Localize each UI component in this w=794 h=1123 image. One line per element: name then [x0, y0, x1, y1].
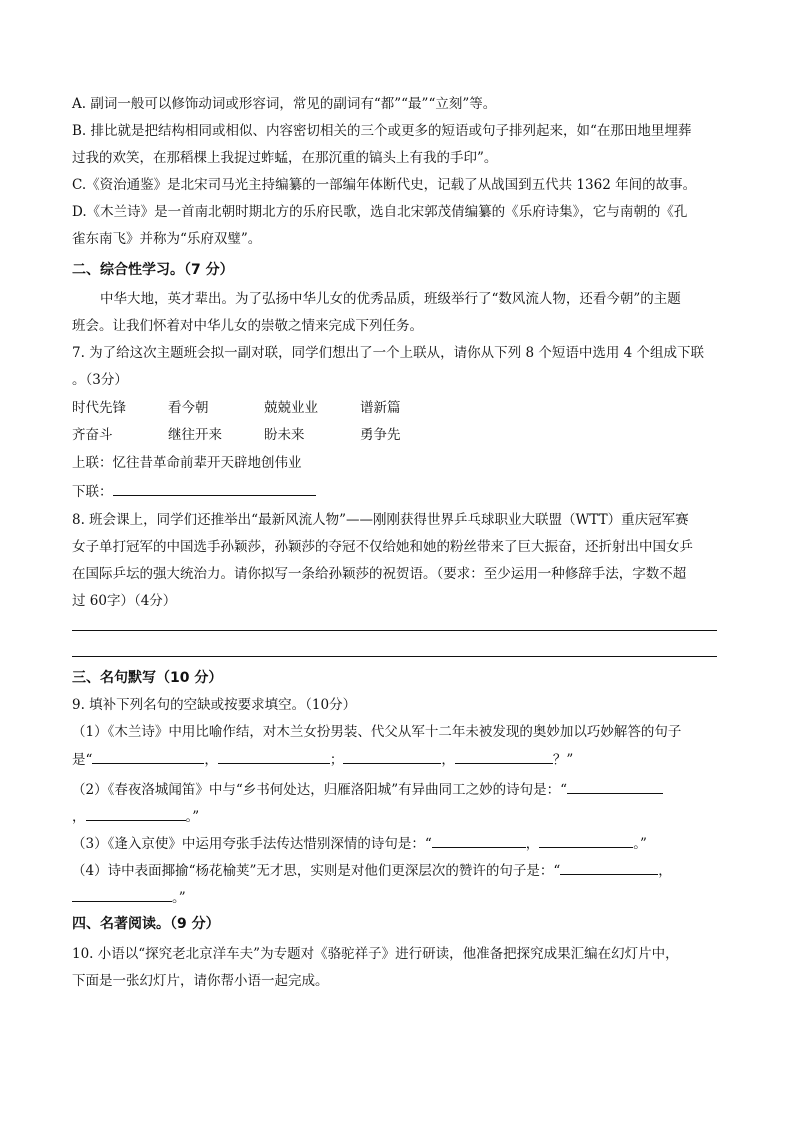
question-10-cont: 下面是一张幻灯片，请你帮小语一起完成。: [72, 973, 329, 989]
section-2-intro-cont: 班会。让我们怀着对中华儿女的崇敬之情来完成下列任务。: [72, 318, 423, 334]
option-a: A. 副词一般可以修饰动词或形容词，常见的副词有“都”“最”“立刻”等。: [72, 96, 497, 112]
fill-item-2: （2）《春夜洛城闻笛》中与“乡书何处达，归雁洛阳城”有异曲同工之妙的诗句是：“: [72, 779, 663, 800]
answer-blank[interactable]: [218, 749, 330, 764]
question-7: 7. 为了给这次主题班会拟一副对联，同学们想出了一个上联从，请你从下列 8 个短语中选用 4 个组成下联: [72, 345, 705, 361]
phrase-option: 时代先锋: [72, 400, 126, 416]
answer-blank[interactable]: [455, 749, 553, 764]
question-8-cont: 女子单打冠军的中国选手孙颖莎，孙颖莎的夺冠不仅给她和她的粉丝带来了巨大振奋，还折射出中国女乒: [72, 539, 693, 555]
phrase-option: 齐奋斗: [72, 427, 113, 443]
fill-item-4-cont: 。”: [72, 887, 186, 908]
option-c: C.《资治通鉴》是北宋司马光主持编纂的一部编年体断代史，记载了从战国到五代共 1362 年间的故事。: [72, 177, 697, 193]
option-d-cont: 雀东南飞》并称为“乐府双璧”。: [72, 231, 262, 247]
answer-blank[interactable]: [539, 833, 633, 848]
section-4-heading: 四、名著阅读。（9 分）: [72, 916, 220, 932]
question-8-cont: 在国际乒坛的强大统治力。请你拟写一条给孙颖莎的祝贺语。（要求：至少运用一种修辞手法，字数不超: [72, 566, 687, 582]
question-10: 10. 小语以“探究老北京洋车夫”为专题对《骆驼祥子》进行研读，他准备把探究成果汇编在幻灯片中，: [72, 946, 679, 962]
question-8-cont: 过 60字）（4分）: [72, 593, 177, 609]
couplet-lower: [72, 481, 316, 502]
phrase-option: 继往开来: [168, 427, 222, 443]
option-b-cont: 过我的欢笑，在那稻棵上我捉过蚱蜢，在那沉重的镐头上有我的手印”。: [72, 150, 498, 166]
section-2-intro: 中华大地，英才辈出。为了弘扬中华儿女的优秀品质，班级举行了“数风流人物，还看今朝”的主题: [100, 291, 681, 307]
section-3-heading: 三、名句默写（10 分）: [72, 670, 223, 686]
fill-item-2-cont: ， 。”: [72, 806, 199, 827]
couplet-upper: 上联：忆往昔革命前辈开天辟地创伟业: [72, 455, 302, 471]
question-8: 8. 班会课上，同学们还推举出“最新风流人物”——刚刚获得世界乒乓球职业大联盟（WTT）重庆冠军赛: [72, 512, 689, 528]
answer-blank[interactable]: [92, 749, 204, 764]
answer-blank[interactable]: [560, 860, 658, 875]
couplet-lower-label: 下联：: [72, 484, 113, 500]
phrase-option: 谱新篇: [360, 400, 401, 416]
fill-item-1: （1）《木兰诗》中用比喻作结，对木兰女扮男装、代父从军十二年未被发现的奥妙加以巧妙解答的句子: [72, 724, 682, 740]
answer-blank[interactable]: [72, 887, 172, 902]
question-9: 9. 填补下列名句的空缺或按要求填空。（10分）: [72, 697, 357, 713]
fill-item-3: （3）《逢入京使》中运用夸张手法传达惜别深情的诗句是：“ ， 。”: [72, 833, 647, 854]
answer-blank[interactable]: [432, 833, 526, 848]
option-d: D.《木兰诗》是一首南北朝时期北方的乐府民歌，选自北宋郭茂倩编纂的《乐府诗集》，它与南朝的《孔: [72, 204, 688, 220]
answer-line[interactable]: [72, 656, 717, 657]
phrase-option: 看今朝: [168, 400, 209, 416]
fill-item-4: （4）诗中表面揶揄“杨花榆荚”无才思，实则是对他们更深层次的赞许的句子是：“ ，: [72, 860, 672, 881]
option-b: B. 排比就是把结构相同或相似、内容密切相关的三个或更多的短语或句子排列起来，如“在那田地里埋葬: [72, 123, 692, 139]
phrase-option: 勇争先: [360, 427, 401, 443]
couplet-answer-blank[interactable]: [113, 481, 316, 496]
phrase-option: 盼未来: [264, 427, 305, 443]
phrase-option: 兢兢业业: [264, 400, 318, 416]
answer-blank[interactable]: [343, 749, 441, 764]
answer-line[interactable]: [72, 630, 717, 631]
question-7-cont: 。（3分）: [72, 372, 128, 388]
answer-blank[interactable]: [567, 779, 663, 794]
section-2-heading: 二、综合性学习。（7 分）: [72, 262, 234, 278]
answer-blank[interactable]: [86, 806, 186, 821]
fill-item-1-blanks: 是“ ， ； ， ？”: [72, 749, 573, 770]
